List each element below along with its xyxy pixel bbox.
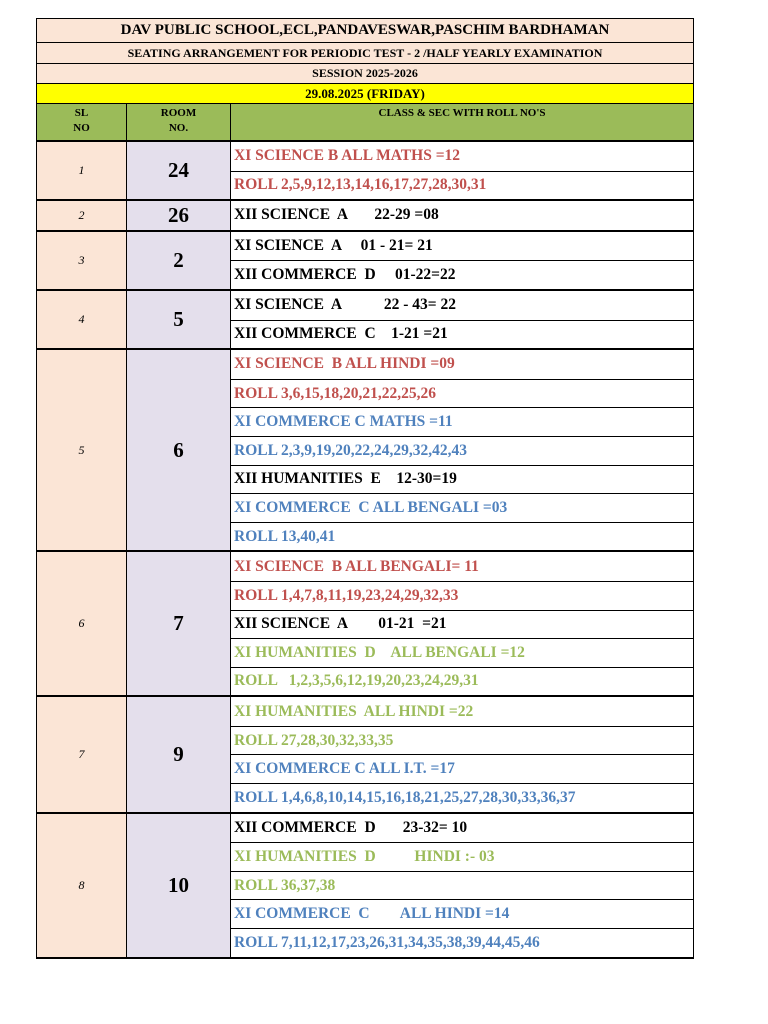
class-section-line: XI COMMERCE C ALL BENGALI =03 xyxy=(231,493,693,522)
class-section-list xyxy=(231,291,693,348)
column-header-classes-label: CLASS & SEC WITH ROLL NO'S xyxy=(378,107,546,119)
class-section-list xyxy=(231,697,693,811)
exam-subtitle: SEATING ARRANGEMENT FOR PERIODIC TEST - 2 /HALF YEARLY EXAMINATION xyxy=(37,42,693,63)
serial-number-cell: 1 xyxy=(37,142,127,199)
class-section-line: XII SCIENCE A 22-29 =08 xyxy=(234,206,439,224)
column-header-classes xyxy=(231,104,693,140)
column-header-room xyxy=(127,104,231,140)
serial-number-cell: 7 xyxy=(37,697,127,811)
class-section-line: ROLL 7,11,12,17,23,26,31,34,35,38,39,44,45,46 xyxy=(231,928,693,957)
column-header-room-label: ROOM NO. xyxy=(160,107,197,134)
class-section-line: XI SCIENCE B ALL HINDI =09 xyxy=(234,355,455,373)
room-number-cell: 24 xyxy=(127,142,231,199)
table-row xyxy=(37,695,693,811)
seating-arrangement-sheet xyxy=(36,18,694,959)
column-header-sl-label: SL NO xyxy=(73,107,90,134)
class-section-list xyxy=(231,350,693,550)
class-section-line: ROLL 3,6,15,18,20,21,22,25,26 xyxy=(231,379,693,408)
table-row xyxy=(37,140,693,199)
room-number-cell: 6 xyxy=(127,350,231,550)
table-row xyxy=(37,289,693,348)
class-section-list xyxy=(231,814,693,957)
class-section-line: ROLL 1,2,3,5,6,12,19,20,23,24,29,31 xyxy=(231,667,693,696)
class-section-line: ROLL 27,28,30,32,33,35 xyxy=(231,726,693,755)
class-section-list xyxy=(231,142,693,199)
session-label: SESSION 2025-2026 xyxy=(37,63,693,83)
serial-number-cell: 5 xyxy=(37,350,127,550)
room-number-cell: 9 xyxy=(127,697,231,811)
exam-date: 29.08.2025 (FRIDAY) xyxy=(37,83,693,103)
class-section-line: XII HUMANITIES E 12-30=19 xyxy=(231,465,693,494)
table-row xyxy=(37,550,693,695)
serial-number-cell: 2 xyxy=(37,201,127,230)
class-section-line: XI HUMANITIES D ALL BENGALI =12 xyxy=(231,638,693,667)
serial-number-cell: 3 xyxy=(37,232,127,289)
table-row xyxy=(37,230,693,289)
class-section-list xyxy=(231,552,693,695)
class-section-line: XII COMMERCE C 1-21 =21 xyxy=(231,320,693,349)
class-section-line: XI HUMANITIES ALL HINDI =22 xyxy=(234,702,474,720)
room-number-cell: 7 xyxy=(127,552,231,695)
class-section-line: XI COMMERCE C ALL HINDI =14 xyxy=(231,899,693,928)
school-title: DAV PUBLIC SCHOOL,ECL,PANDAVESWAR,PASCHIM BARDHAMAN xyxy=(37,18,693,42)
class-section-line: XI HUMANITIES D HINDI :- 03 xyxy=(231,842,693,871)
class-section-line: XII COMMERCE D 01-22=22 xyxy=(231,260,693,289)
room-number-cell: 2 xyxy=(127,232,231,289)
class-section-line: ROLL 1,4,6,8,10,14,15,16,18,21,25,27,28,30,33,36,37 xyxy=(231,783,693,812)
class-section-line: XI COMMERCE C MATHS =11 xyxy=(231,407,693,436)
class-section-line: ROLL 2,3,9,19,20,22,24,29,32,42,43 xyxy=(231,436,693,465)
room-number-cell: 5 xyxy=(127,291,231,348)
class-section-line: ROLL 36,37,38 xyxy=(231,871,693,900)
class-section-list xyxy=(231,201,693,230)
class-section-line: XII COMMERCE D 23-32= 10 xyxy=(234,818,468,836)
class-section-line: XII SCIENCE A 01-21 =21 xyxy=(231,610,693,639)
table-row xyxy=(37,348,693,550)
class-section-line: ROLL 1,4,7,8,11,19,23,24,29,32,33 xyxy=(231,581,693,610)
column-header-sl xyxy=(37,104,127,140)
class-section-line: XI COMMERCE C ALL I.T. =17 xyxy=(231,754,693,783)
class-section-line: XI SCIENCE A 22 - 43= 22 xyxy=(234,296,456,314)
serial-number-cell: 4 xyxy=(37,291,127,348)
table-row xyxy=(37,812,693,957)
table-row xyxy=(37,199,693,230)
seating-table-body xyxy=(37,140,693,957)
room-number-cell: 26 xyxy=(127,201,231,230)
room-number-cell: 10 xyxy=(127,814,231,957)
class-section-line: XI SCIENCE B ALL BENGALI= 11 xyxy=(234,557,479,575)
serial-number-cell: 6 xyxy=(37,552,127,695)
serial-number-cell: 8 xyxy=(37,814,127,957)
class-section-line: ROLL 2,5,9,12,13,14,16,17,27,28,30,31 xyxy=(231,171,693,200)
class-section-list xyxy=(231,232,693,289)
column-header-row xyxy=(37,103,693,140)
class-section-line: XI SCIENCE A 01 - 21= 21 xyxy=(234,237,433,255)
class-section-line: ROLL 13,40,41 xyxy=(231,522,693,551)
class-section-line: XI SCIENCE B ALL MATHS =12 xyxy=(234,147,461,165)
